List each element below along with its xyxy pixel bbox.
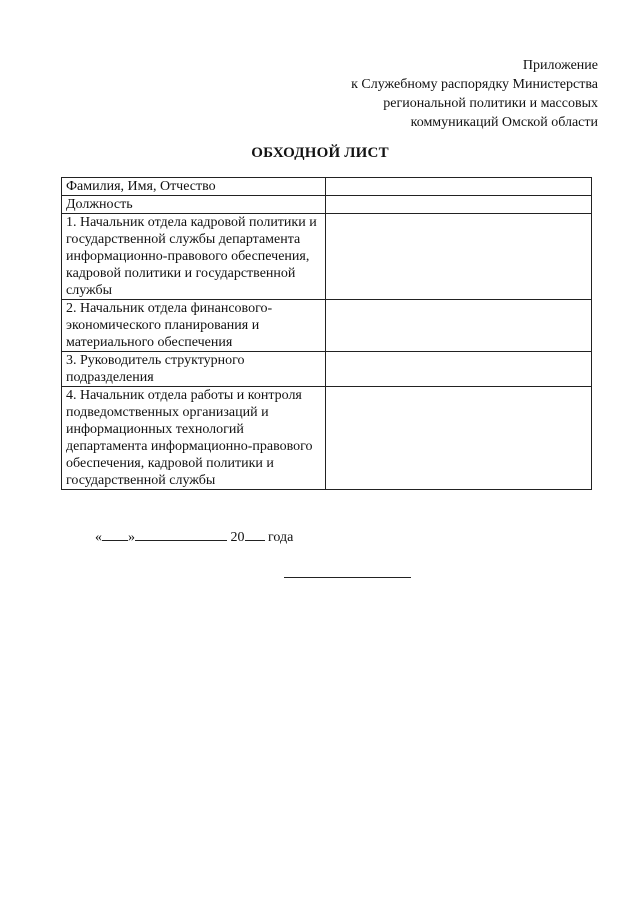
- row-value-signer-2[interactable]: [326, 300, 592, 352]
- row-value-position[interactable]: [326, 196, 592, 214]
- appendix-line: коммуникаций Омской области: [410, 115, 598, 130]
- row-label-signer-4: 4. Начальник отдела работы и контроля подведомственных организаций и информационных технологий департамента информационно-правового обеспечения, кадровой политики и государственной службы: [62, 387, 326, 490]
- table-row: [62, 214, 592, 300]
- row-value-signer-4[interactable]: [326, 387, 592, 490]
- date-line: [95, 527, 293, 546]
- clearance-table: [61, 177, 592, 490]
- row-label-signer-1: 1. Начальник отдела кадровой политики и государственной службы департамента информационно-правового обеспечения, кадровой политики и государственной службы: [62, 214, 326, 300]
- year-prefix: 20: [230, 530, 245, 545]
- appendix-header: [351, 56, 598, 132]
- table-row: [62, 178, 592, 196]
- close-quote: »: [128, 530, 135, 545]
- signature-line[interactable]: [284, 577, 411, 578]
- table-row: [62, 352, 592, 387]
- appendix-line: к Служебному распорядку Министерства: [351, 77, 598, 92]
- table-row: [62, 196, 592, 214]
- row-label-full-name: Фамилия, Имя, Отчество: [62, 178, 326, 196]
- table-row: [62, 300, 592, 352]
- document-title: ОБХОДНОЙ ЛИСТ: [251, 145, 389, 161]
- open-quote: «: [95, 530, 102, 545]
- row-value-signer-1[interactable]: [326, 214, 592, 300]
- year-word: года: [268, 530, 294, 545]
- row-label-signer-3: 3. Руководитель структурного подразделения: [62, 352, 326, 387]
- row-value-full-name[interactable]: [326, 178, 592, 196]
- table-row: [62, 387, 592, 490]
- appendix-line: региональной политики и массовых: [383, 96, 598, 111]
- day-blank[interactable]: [102, 527, 128, 541]
- row-value-signer-3[interactable]: [326, 352, 592, 387]
- appendix-line: Приложение: [522, 58, 598, 73]
- row-label-signer-2: 2. Начальник отдела финансового-экономического планирования и материального обеспечения: [62, 300, 326, 352]
- row-label-position: Должность: [62, 196, 326, 214]
- month-blank[interactable]: [135, 527, 227, 541]
- year-blank[interactable]: [245, 527, 265, 541]
